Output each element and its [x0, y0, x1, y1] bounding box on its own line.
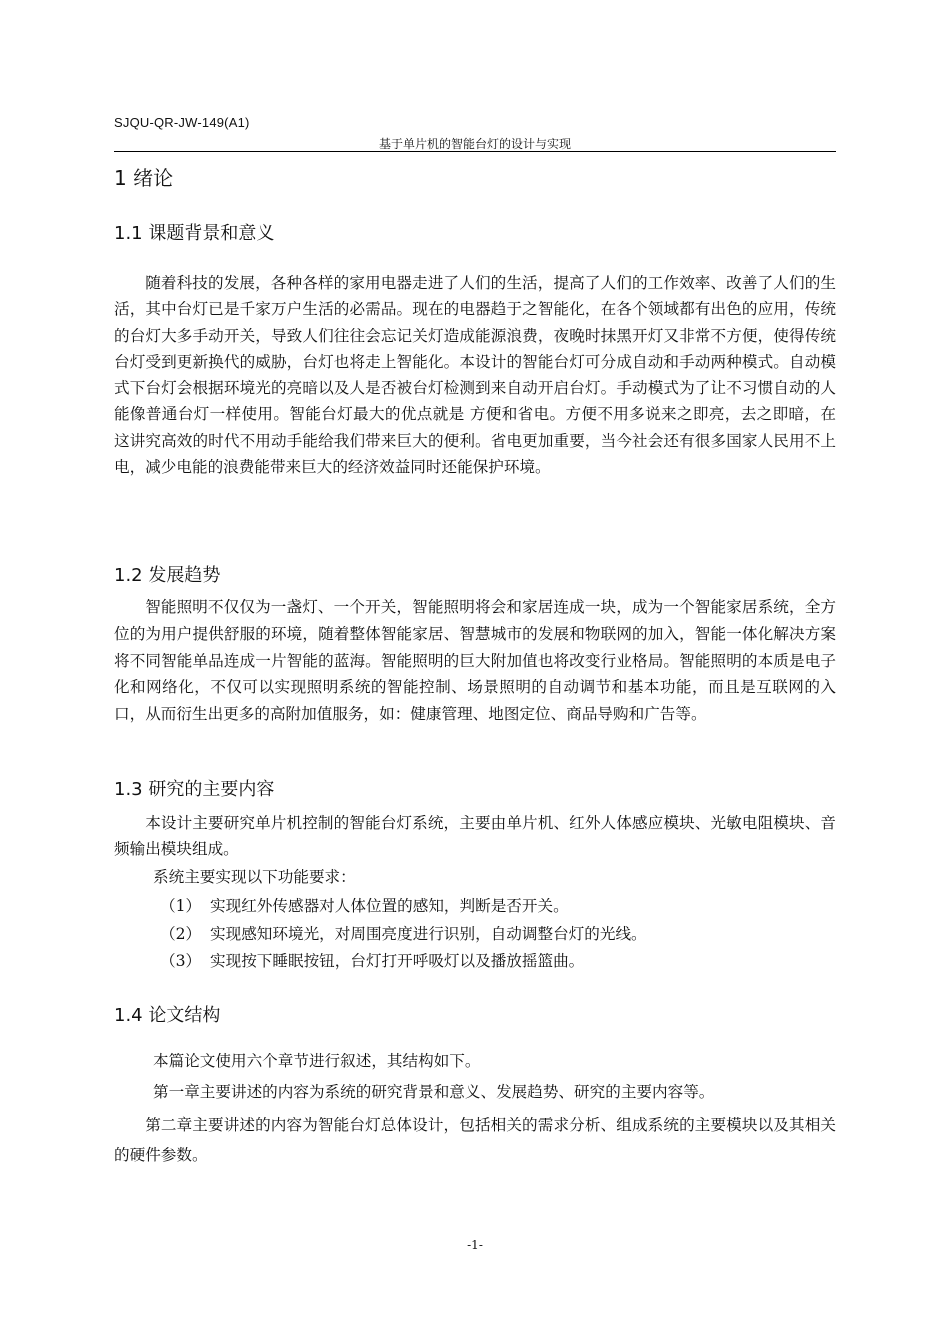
chapter-two-summary: 第二章主要讲述的内容为智能台灯总体设计，包括相关的需求分析、组成系统的主要模块以及其相关的硬件参数。 — [114, 1116, 836, 1164]
requirement-marker: （2） — [160, 925, 202, 943]
requirement-text: 实现按下睡眠按钮，台灯打开呼吸灯以及播放摇篮曲。 — [210, 952, 585, 970]
page-number: -1- — [467, 1238, 483, 1252]
chapter-one-summary: 第一章主要讲述的内容为系统的研究背景和意义、发展趋势、研究的主要内容等。 — [153, 1083, 715, 1101]
requirement-marker: （1） — [160, 897, 202, 915]
section-heading-1-2: 1.2 发展趋势 — [114, 565, 221, 586]
section-1-3-paragraph: 本设计主要研究单片机控制的智能台灯系统，主要由单片机、红外人体感应模块、光敏电阻模块、音频输出模块组成。 — [114, 814, 836, 859]
section-1-1-paragraph: 随着科技的发展，各种各样的家用电器走进了人们的生活，提高了人们的工作效率、改善了人们的生活，其中台灯已是千家万户生活的必需品。现在的电器趋于之智能化，在各个领域都有出色的应用，传统的台灯大多手动开关，导致人们往往会忘记关灯造成能源浪费，夜晚时抹黑开灯又非常不方便，使得传统台灯受到更新换代的威胁，台灯也将走上智能化。本设计的智能台灯可分成自动和手动两种模式。自动模式下台灯会根据环境光的亮暗以及人是否被台灯检测到来自动开启台灯。手动模式为了让不习惯自动的人能像普通台灯一样使用。智能台灯最大的优点就是 方便和省电。方便不用多说来之即亮，去之即暗，在这讲究高效的时代不用动手能给我们带来巨大的便利。省电更加重要，当今社会还有很多国家人民用不上电，减少电能的浪费能带来巨大的经济效益同时还能保护环境。 — [114, 274, 836, 477]
structure-intro-line: 本篇论文使用六个章节进行叙述，其结构如下。 — [153, 1052, 481, 1070]
section-heading-1-4: 1.4 论文结构 — [114, 1005, 221, 1026]
chapter-title: 1 绪论 — [114, 166, 174, 190]
section-1-2-paragraph: 智能照明不仅仅为一盏灯、一个开关，智能照明将会和家居连成一块，成为一个智能家居系统，全方位的为用户提供舒服的环境，随着整体智能家居、智慧城市的发展和物联网的加入，智能一体化解决方案将不同智能单品连成一片智能的蓝海。智能照明的巨大附加值也将改变行业格局。智能照明的本质是电子化和网络化，不仅可以实现照明系统的智能控制、场景照明的自动调节和基本功能，而且是互联网的入口，从而衍生出更多的高附加值服务，如：健康管理、地图定位、商品导购和广告等。 — [114, 598, 836, 724]
running-header-title: 基于单片机的智能台灯的设计与实现 — [378, 137, 571, 151]
requirement-text: 实现红外传感器对人体位置的感知，判断是否开关。 — [210, 897, 569, 915]
document-code: SJQU-QR-JW-149(A1) — [114, 115, 250, 130]
requirement-item-2 — [160, 922, 647, 944]
requirement-item-1 — [160, 894, 569, 916]
requirement-text: 实现感知环境光，对周围亮度进行识别，自动调整台灯的光线。 — [210, 925, 647, 943]
section-heading-1-3: 1.3 研究的主要内容 — [114, 779, 275, 800]
requirement-marker: （3） — [160, 952, 202, 970]
header-divider — [114, 151, 836, 152]
requirement-item-3 — [160, 949, 584, 971]
requirements-intro: 系统主要实现以下功能要求： — [153, 868, 356, 886]
section-heading-1-1: 1.1 课题背景和意义 — [114, 223, 275, 244]
